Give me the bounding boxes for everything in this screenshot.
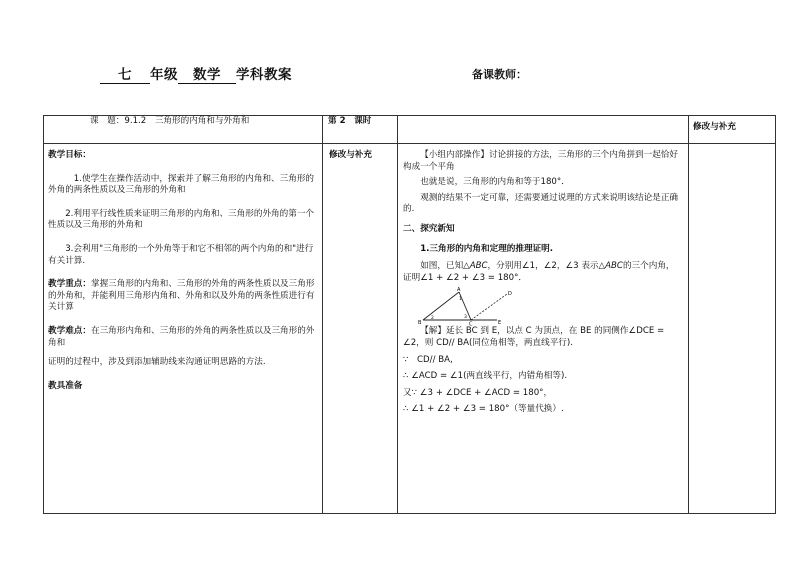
teacher-label: 备课教师： xyxy=(472,68,527,81)
objective-1: 1.使学生在操作活动中，探索并了解三角形的内角和、三角形的外角的两条性质以及三角形的外角和 xyxy=(48,173,315,196)
proof-step-2: ∴ ∠ACD = ∠1(两直线平行，内错角相等). xyxy=(403,371,568,382)
proof-step-1: ∵ CD// BA, xyxy=(403,354,453,365)
revise-header-cell: 修改与补充 xyxy=(689,116,776,144)
label-e: E xyxy=(498,320,502,327)
lesson-plan-table xyxy=(43,115,776,514)
revise-label: 修改与补充 xyxy=(329,150,372,160)
problem-abc-1: ABC xyxy=(469,261,488,272)
angle-3-label: 3 xyxy=(464,315,467,321)
table-header-row xyxy=(44,116,776,144)
revise-column-2 xyxy=(323,144,398,514)
proof-step-4: ∴ ∠1 + ∠2 + ∠3 = 180°（等量代换）. xyxy=(403,404,564,415)
difficulty-text-2: 证明的过程中，涉及到添加辅助线来沟通证明思路的方法. xyxy=(48,357,266,368)
key-points-text: 掌握三角形的内角和、三角形的外角的两条性质以及三角形的外角和，并能利用三角形内角和、外角和以及外角的两条性质进行有关计算 xyxy=(48,279,315,313)
problem-part-a: 如图，已知△ xyxy=(420,261,470,272)
key-points-paragraph xyxy=(48,279,318,314)
objectives-column xyxy=(44,144,323,514)
content-column xyxy=(398,144,689,514)
section-explore-title: 二、探究新知 xyxy=(403,223,455,234)
teaching-tools-title: 教具准备 xyxy=(48,380,83,391)
problem-statement xyxy=(403,261,683,284)
revise-column-4 xyxy=(689,144,776,514)
difficulty-text-1: 在三角形内角和、三角形的外角的两条性质以及三角形的外角和 xyxy=(48,325,315,348)
triangle-figure xyxy=(417,286,527,326)
key-points-title: 教学重点： xyxy=(48,279,91,290)
period-cell: 第 2 课时 xyxy=(323,116,398,144)
problem-part-c: ，分别用∠1，∠2，∠3 表示△ xyxy=(487,261,606,272)
solution-text: 【解】延长 BC 到 E，以点 C 为顶点，在 BE 的同侧作∠DCE = ∠2，则 CD// BA(同位角相等，两直线平行). xyxy=(403,326,665,348)
plan-header-title xyxy=(100,63,292,84)
group-operation-text: 【小组内部操作】讨论拼接的方法，三角形的三个内角拼到一起恰好构成一个平角 xyxy=(403,150,679,172)
difficulty-paragraph xyxy=(48,326,318,349)
problem-part-e: 的三个内角，证明∠1 + ∠2 + ∠3 = 180°． xyxy=(403,261,675,283)
problem-abc-2: ABC xyxy=(605,261,623,272)
proof-need-text: 观测的结果不一定可靠，还需要通过说理的方式来说明该结论是正确的. xyxy=(403,192,679,215)
grade-suffix: 年级 xyxy=(150,67,178,83)
lesson-title-cell: 课 题：9.1.2 三角形的内角和与外角和 xyxy=(44,116,323,144)
table-body-row xyxy=(44,144,776,514)
objective-3: 3.会利用"三角形的一个外角等于和它不相邻的两个内角的和"进行有关计算. xyxy=(48,243,314,266)
label-c: C xyxy=(469,321,473,327)
label-a: A xyxy=(457,287,461,294)
proof-step-3: 又∵ ∠3 + ∠DCE + ∠ACD = 180°， xyxy=(403,387,553,398)
theorem-proof-subtitle: 1.三角形的内角和定理的推理证明. xyxy=(420,243,554,254)
angle-sum-statement: 也就是说，三角形的内角和等于180°． xyxy=(420,177,570,188)
objective-2: 2.利用平行线性质来证明三角形的内角和、三角形的外角的第一个性质以及三角形的外角和 xyxy=(48,208,315,231)
angle-1-label: 1 xyxy=(459,297,462,303)
difficulty-title: 教学难点： xyxy=(48,325,91,336)
label-d: D xyxy=(508,291,512,298)
angle-2-label: 2 xyxy=(431,316,434,322)
plan-title: 学科教案 xyxy=(236,67,292,83)
objectives-title: 教学目标： xyxy=(48,150,91,160)
grade-field: 七 xyxy=(100,68,150,84)
subject-field: 数学 xyxy=(178,68,236,84)
blank-header-cell xyxy=(398,116,689,144)
label-b: B xyxy=(418,320,422,327)
